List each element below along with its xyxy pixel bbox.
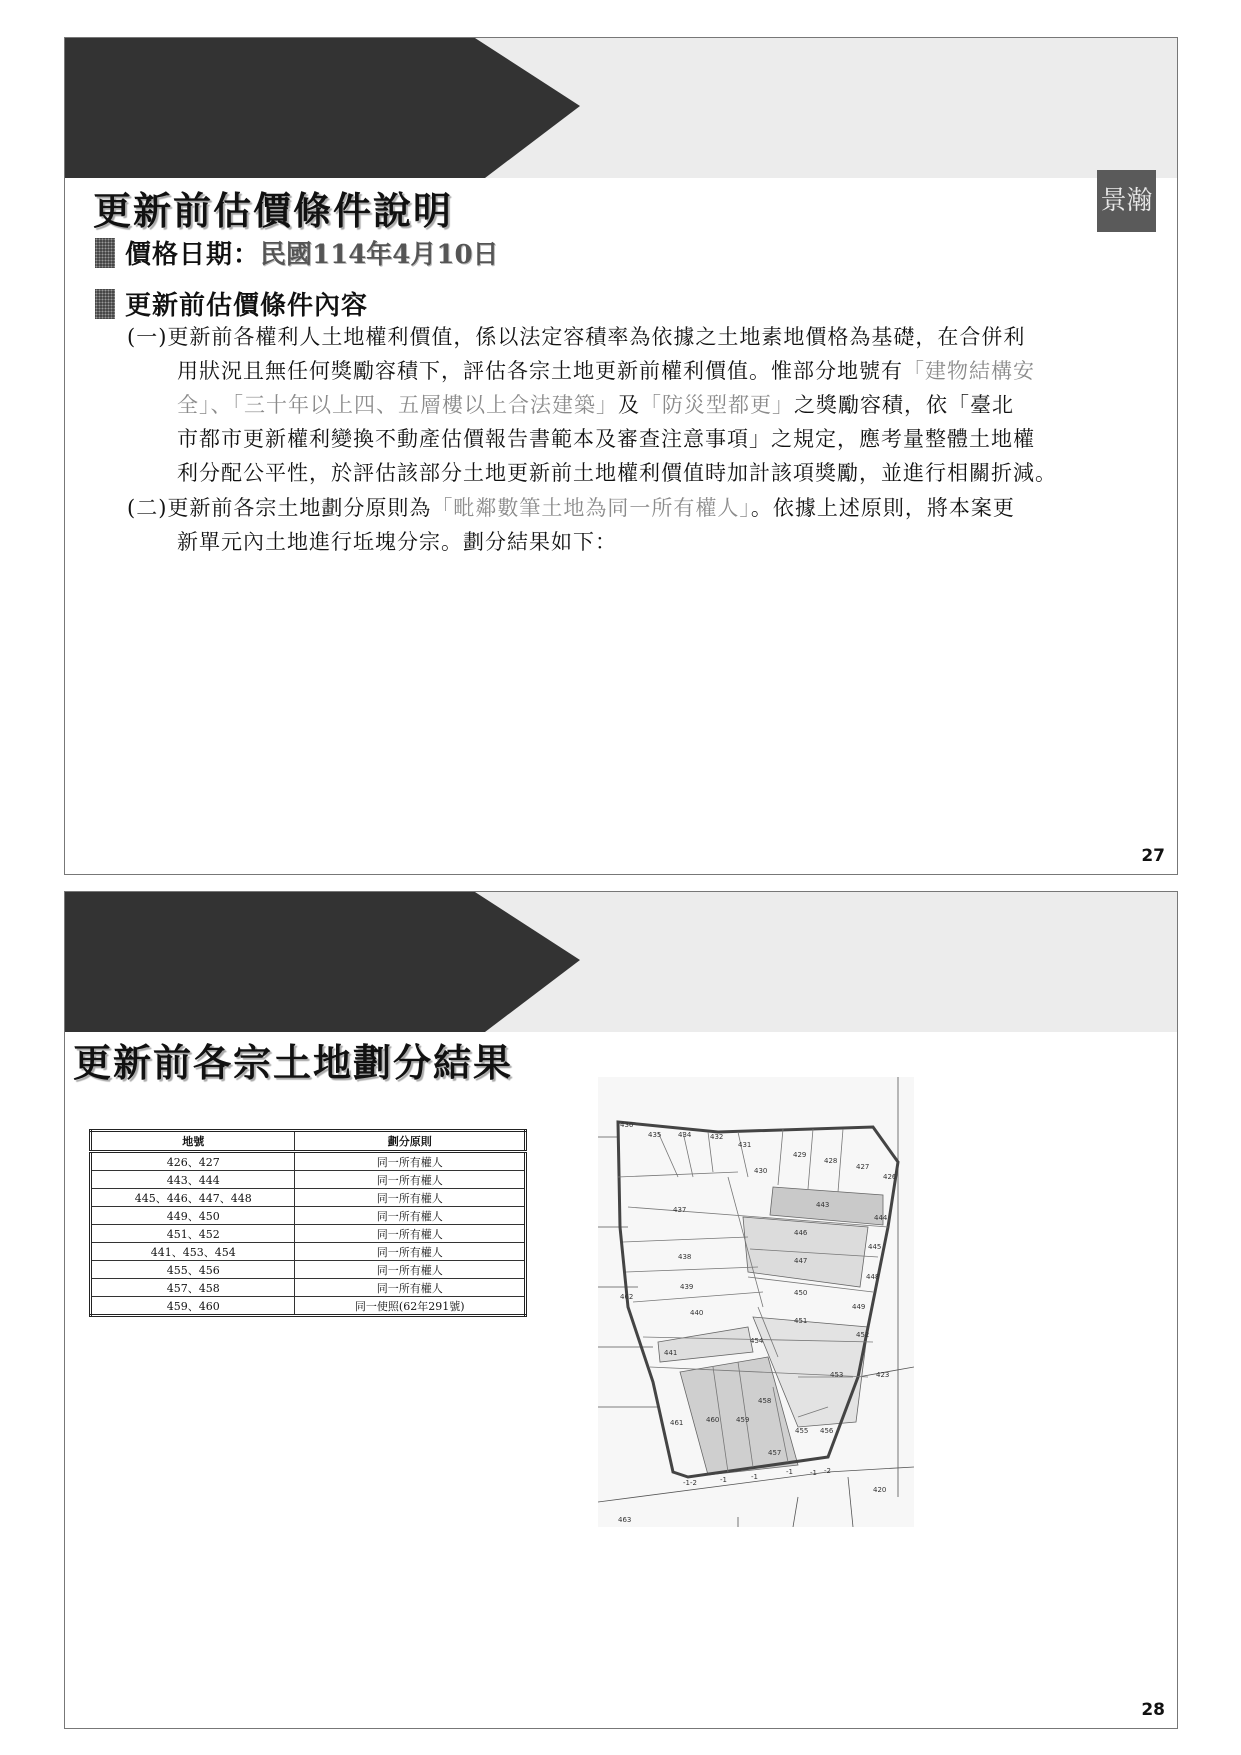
table-row (91, 1225, 526, 1243)
conditions-heading-row (95, 285, 368, 322)
paragraph-line (127, 491, 1177, 525)
text-segment: 市都市更新權利變換不動產估價報告書範本及審查注意事項」之規定，應考量整體土地權 (177, 427, 1035, 451)
paragraph-line (127, 320, 1177, 354)
parcel-number-label: 447 (794, 1257, 808, 1265)
table-row (91, 1261, 526, 1279)
parcel-number-label: 450 (794, 1289, 808, 1297)
paragraph-line (127, 456, 1177, 490)
division-principle-cell: 同一所有權人 (295, 1171, 526, 1189)
column-header-division-principle: 劃分原則 (295, 1131, 526, 1152)
parcel-number-label: 449 (852, 1303, 866, 1311)
parcel-number-label: 432 (710, 1133, 724, 1141)
parcel-number-label: 457 (768, 1449, 782, 1457)
parcel-number-label: -1 (720, 1476, 727, 1484)
table-row (91, 1279, 526, 1297)
highlighted-text: 全」、「三十年以上四、五層樓以上合法建築」 (177, 393, 618, 417)
table-row (91, 1171, 526, 1189)
parcel-number-label: 436 (620, 1121, 634, 1129)
parcel-number-label: 461 (670, 1419, 684, 1427)
parcel-number-label: 444 (874, 1214, 888, 1222)
text-segment: 及 (618, 393, 640, 417)
text-segment: 用狀況且無任何獎勵容積下，評估各宗土地更新前權利價值。惟部分地號有 (177, 359, 903, 383)
lot-number-cell: 457、458 (91, 1279, 295, 1297)
lot-number-cell: 445、446、447、448 (91, 1189, 295, 1207)
parcel-number-label: 454 (750, 1337, 764, 1345)
parcel-number-label: -2 (824, 1467, 831, 1475)
parcel-number-label: 458 (758, 1397, 772, 1405)
text-segment: (二)更新前各宗土地劃分原則為 (127, 496, 432, 520)
division-principle-cell: 同一所有權人 (295, 1279, 526, 1297)
division-principle-cell: 同一所有權人 (295, 1207, 526, 1225)
price-date-row (95, 234, 499, 271)
header-arrow-shape (65, 38, 1177, 178)
parcel-number-label: 463 (618, 1516, 632, 1524)
text-segment: 之獎勵容積，依「臺北 (794, 393, 1014, 417)
division-principle-cell: 同一所有權人 (295, 1261, 526, 1279)
parcel-number-label: 451 (794, 1317, 808, 1325)
column-header-lot-number: 地號 (91, 1131, 295, 1152)
lot-number-cell: 451、452 (91, 1225, 295, 1243)
parcel-number-label: 438 (678, 1253, 692, 1261)
slide-title: 更新前各宗土地劃分結果 (73, 1040, 514, 1085)
highlighted-text: 「建物結構安 (903, 359, 1035, 383)
text-segment: 利分配公平性，於評估該部分土地更新前土地權利價值時加計該項獎勵，並進行相關折減。 (177, 461, 1057, 485)
parcel-number-label: 452 (856, 1331, 870, 1339)
parcel-number-label: 429 (793, 1151, 807, 1159)
header-band (65, 38, 1177, 178)
parcel-number-label: 434 (678, 1131, 692, 1139)
parcel-number-label: -1-2 (683, 1479, 697, 1487)
price-date-value: 民國114年4月10日 (260, 240, 499, 270)
parcel-number-label: 462 (620, 1293, 634, 1301)
lot-number-cell: 426、427 (91, 1152, 295, 1171)
company-logo: 景瀚 (1097, 170, 1156, 232)
paragraph-line (127, 354, 1177, 388)
text-segment: 。依據上述原則，將本案更 (750, 496, 1015, 520)
parcel-number-label: 420 (873, 1486, 887, 1494)
table-row (91, 1189, 526, 1207)
table-row (91, 1243, 526, 1261)
parcel-number-label: 441 (664, 1349, 678, 1357)
parcel-number-label: 446 (794, 1229, 808, 1237)
page-number: 28 (1141, 1700, 1165, 1720)
parcel-number-label: 427 (856, 1163, 870, 1171)
slide-title: 更新前估價條件說明 (93, 188, 454, 233)
division-principle-cell: 同一使照(62年291號) (295, 1297, 526, 1316)
parcel-number-label: 459 (736, 1416, 750, 1424)
cadastral-map (598, 1077, 914, 1527)
parcel-number-label: 437 (673, 1206, 687, 1214)
cadastral-map-drawing (598, 1077, 914, 1527)
table-row (91, 1152, 526, 1171)
parcel-number-label: -1 (810, 1469, 817, 1477)
parcel-number-label: 448 (866, 1273, 880, 1281)
parcel-number-label: 440 (690, 1309, 704, 1317)
conditions-heading: 更新前估價條件內容 (125, 291, 369, 321)
highlighted-text: 「防災型都更」 (640, 393, 794, 417)
condition-item-2 (127, 491, 1177, 559)
parcel-number-label: 443 (816, 1201, 830, 1209)
price-date-label: 價格日期： (125, 240, 261, 270)
parcel-number-label: 430 (754, 1167, 768, 1175)
division-principle-cell: 同一所有權人 (295, 1243, 526, 1261)
division-principle-cell: 同一所有權人 (295, 1189, 526, 1207)
parcel-number-label: 428 (824, 1157, 838, 1165)
division-principle-cell: 同一所有權人 (295, 1225, 526, 1243)
parcel-number-label: 435 (648, 1131, 662, 1139)
table-row (91, 1207, 526, 1225)
lot-number-cell: 441、453、454 (91, 1243, 295, 1261)
lot-number-cell: 455、456 (91, 1261, 295, 1279)
parcel-number-label: -1 (751, 1473, 758, 1481)
lot-number-cell: 459、460 (91, 1297, 295, 1316)
parcel-number-label: 456 (820, 1427, 834, 1435)
paragraph-line (127, 388, 1177, 422)
condition-item-1 (127, 320, 1177, 490)
paragraph-line (127, 525, 1177, 559)
parcel-number-label: 431 (738, 1141, 752, 1149)
parcel-number-label: 445 (868, 1243, 882, 1251)
division-principle-cell: 同一所有權人 (295, 1152, 526, 1171)
table-row (91, 1297, 526, 1316)
header-band (65, 892, 1177, 1032)
page-number: 27 (1141, 846, 1165, 866)
land-division-table (89, 1129, 527, 1317)
parcel-number-label: 453 (830, 1371, 844, 1379)
text-segment: (一)更新前各權利人土地權利價值，係以法定容積率為依據之土地素地價格為基礎，在合併利 (127, 325, 1026, 349)
lot-number-cell: 449、450 (91, 1207, 295, 1225)
parcel-number-label: -1 (786, 1468, 793, 1476)
parcel-number-label: 423 (876, 1371, 890, 1379)
square-bullet-icon (95, 238, 115, 268)
text-segment: 新單元內土地進行坵塊分宗。劃分結果如下： (177, 530, 617, 554)
parcel-number-label: 455 (795, 1427, 809, 1435)
paragraph-line (127, 422, 1177, 456)
highlighted-text: 「毗鄰數筆土地為同一所有權人」 (431, 496, 751, 520)
table-header-row (91, 1131, 526, 1152)
slide-page-27 (64, 37, 1178, 875)
header-arrow-shape (65, 892, 1177, 1032)
parcel-number-label: 426 (883, 1173, 897, 1181)
slide-page-28 (64, 891, 1178, 1729)
square-bullet-icon (95, 289, 115, 319)
lot-number-cell: 443、444 (91, 1171, 295, 1189)
parcel-number-label: 439 (680, 1283, 694, 1291)
parcel-number-label: 460 (706, 1416, 720, 1424)
